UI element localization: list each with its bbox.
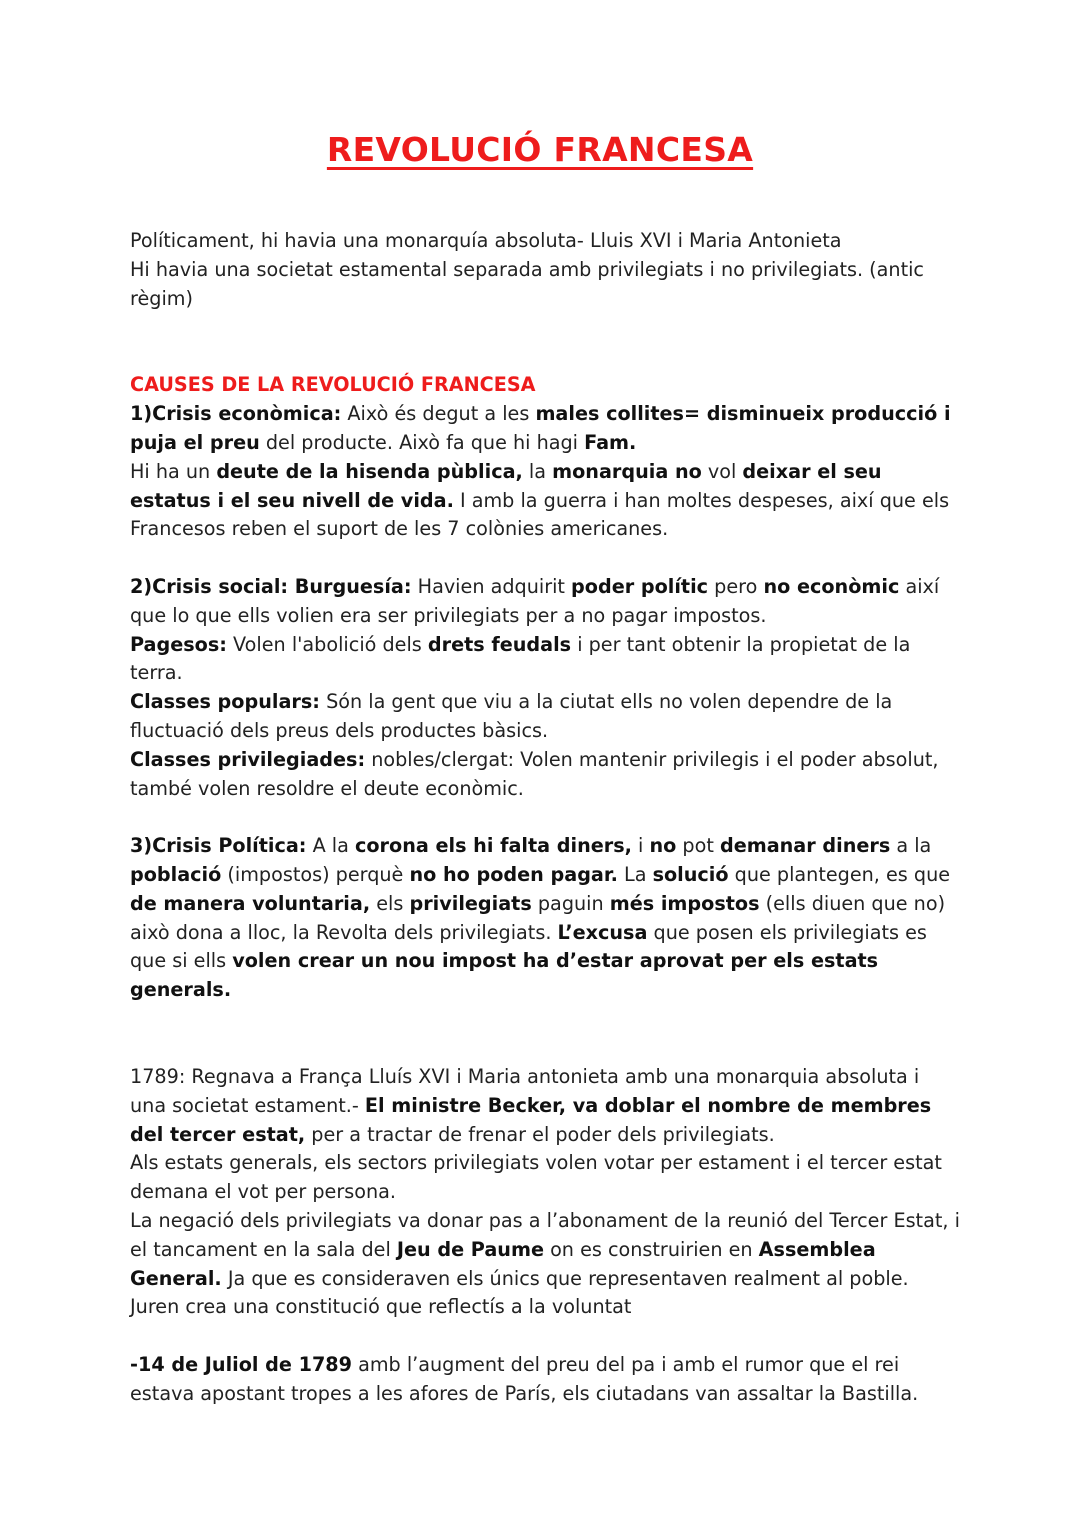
social-crisis-paragraph: 2)Crisis social: Burguesía: Havien adquirit poder polític pero no econòmic així que lo que ells volien era ser privilegiats per a no pagar impostos. <box>130 574 940 627</box>
estates-general-paragraph: Als estats generals, els sectors privilegiats volen votar per estament i el tercer estat demana el vot per persona. <box>130 1151 942 1204</box>
political-crisis-paragraph: 3)Crisis Política: A la corona els hi falta diners, i no pot demanar diners a la població (impostos) perquè no ho poden pagar. La solució que plantegen, es que de manera voluntaria, els privilegiats paguin més impostos (ells diuen que no) això dona a lloc, la Revolta dels privilegiats. L’excusa que posen els privilegiats es que si ells volen crear un nou impost ha d’estar aprovat per els estats generals. <box>130 834 951 1002</box>
jeu-de-paume-paragraph: La negació dels privilegiats va donar pas a l’abonament de la reunió del Tercer Estat, i el tancament en la sala del Jeu de Paume on es construirien en Assemblea General. Ja que es consideraven els únics que representaven realment al poble. <box>130 1208 960 1290</box>
bastille-paragraph: -14 de Juliol de 1789 amb l’augment del preu del pa i amb el rumor que el rei estava apostant tropes a les afores de París, els ciutadans van assaltar la Bastilla. <box>130 1352 919 1405</box>
events-1789-paragraph: 1789: Regnava a França Lluís XVI i Maria antonieta amb una monarquia absoluta i una societat estament.- El ministre Becker, va doblar el nombre de membres del tercer estat, per a tractar de frenar el poder dels privilegiats. <box>130 1064 932 1146</box>
document-title: REVOLUCIÓ FRANCESA <box>326 130 754 169</box>
intro-line-2: Hi havia una societat estamental separada amb privilegiats i no privilegiats. (antic règim) <box>130 257 924 310</box>
causes-heading: CAUSES DE LA REVOLUCIÓ FRANCESA <box>130 373 536 397</box>
public-debt-paragraph: Hi ha un deute de la hisenda pùblica, la monarquia no vol deixar el seu estatus i el seu nivell de vida. I amb la guerra i han moltes despeses, així que els Francesos reben el suport de les 7 colònies americanes. <box>130 459 950 541</box>
constitution-paragraph: Juren crea una constitució que reflectís a la voluntat <box>130 1295 632 1319</box>
document-body <box>130 227 960 1408</box>
privileged-classes-paragraph: Classes privilegiades: nobles/clergat: Volen mantenir privilegis i el poder absolut, també volen resoldre el deute econòmic. <box>130 747 939 800</box>
economic-crisis-paragraph: 1)Crisis econòmica: Això és degut a les males collites= disminueix producció i puja el preu del producte. Això fa que hi hagi Fam. <box>130 402 951 454</box>
intro-line-1: Políticament, hi havia una monarquía absoluta- Lluis XVI i Maria Antonieta <box>130 229 842 252</box>
peasants-paragraph: Pagesos: Volen l'abolició dels drets feudals i per tant obtenir la propietat de la terra. <box>130 632 911 685</box>
popular-classes-paragraph: Classes populars: Són la gent que viu a la ciutat ells no volen dependre de la fluctuació dels preus dels productes bàsics. <box>130 690 893 742</box>
